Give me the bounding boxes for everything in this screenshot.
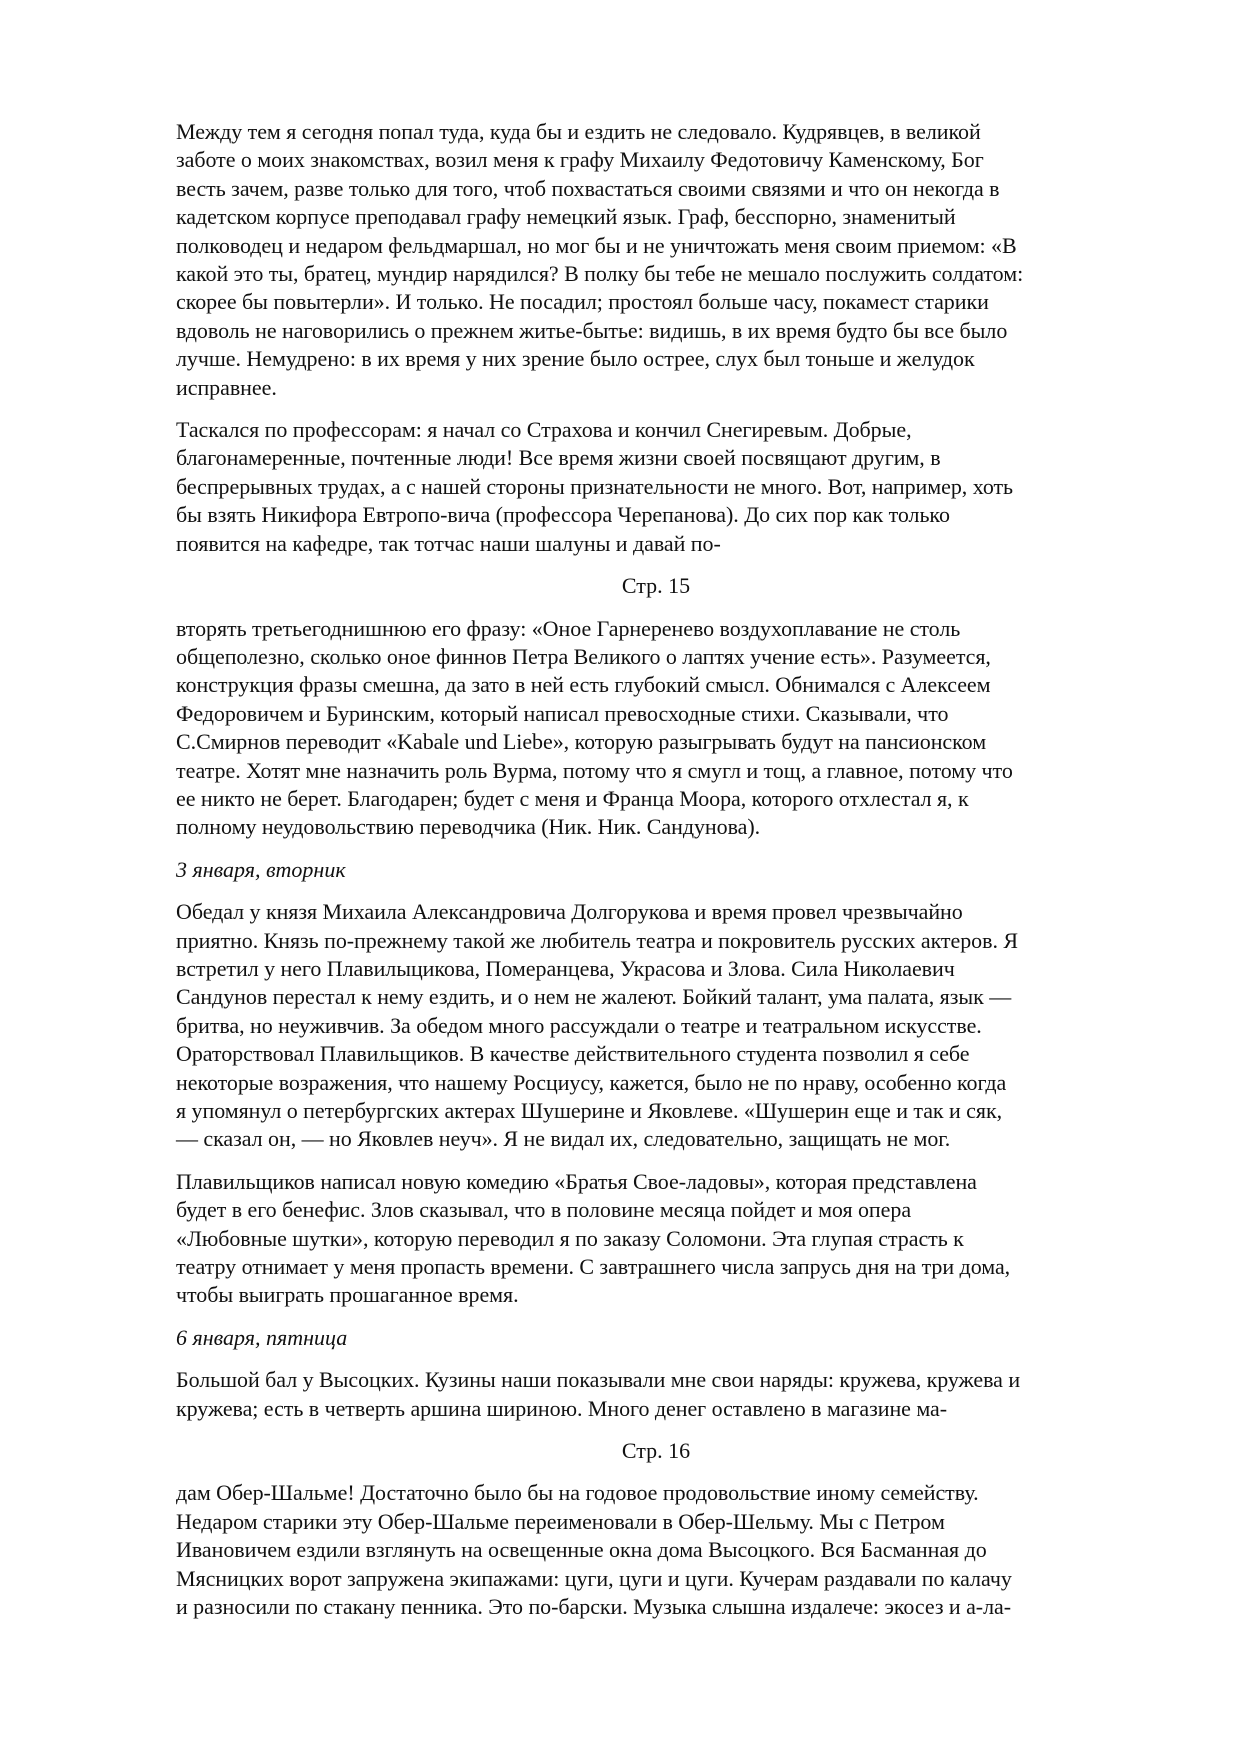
text-line: Ивановичем ездили взглянуть на освещенные окна дома Высоцкого. Вся Басманная до	[176, 1537, 987, 1563]
text-line: исправнее.	[176, 374, 277, 400]
text-line: беспрерывных трудах, а с нашей стороны признательности не много. Вот, например, хоть	[176, 473, 1014, 499]
text-line: Ораторствовал Плавильщиков. В качестве действительного студента позволил я себе	[176, 1041, 970, 1067]
page-number: Стр. 16	[621, 1438, 691, 1464]
text-line: и разносили по стакану пенника. Это по-барски. Музыка слышна издалече: экосез и а-ла-	[176, 1594, 1011, 1620]
text-line: «Любовные шутки», которую переводил я по заказу Соломони. Эта глупая страсть к	[176, 1225, 964, 1251]
text-line: полководец и недаром фельдмаршал, но мог бы и не уничтожать меня своим приемом: «В	[176, 232, 1017, 258]
text-line: Недаром старики эту Обер-Шальме переименовали в Обер-Шельму. Мы с Петром	[176, 1508, 945, 1534]
paragraph	[176, 1479, 1136, 1621]
text-line: бритва, но неуживчив. За обедом много рассуждали о театре и театральном искусстве.	[176, 1012, 982, 1038]
text-line: чтобы выиграть прошаганное время.	[176, 1282, 519, 1308]
text-line: — сказал он, — но Яковлев неуч». Я не видал их, следовательно, защищать не мог.	[176, 1126, 951, 1152]
text-line: кружева; есть в четверть аршина шириною. Много денег оставлено в магазине ма-	[176, 1395, 948, 1421]
text-line: появится на кафедре, так тотчас наши шалуны и давай по-	[176, 530, 721, 556]
text-line: Сандунов перестал к нему ездить, и о нем не жалеют. Бойкий талант, ума палата, язык —	[176, 984, 1012, 1010]
text-line: лучше. Немудрено: в их время у них зрение было острее, слух был тоньше и желудок	[176, 346, 975, 372]
text-line: Плавильщиков написал новую комедию «Братья Свое-ладовы», которая представлена	[176, 1168, 977, 1194]
text-line: вторять третьегоднишнюю его фразу: «Оное Гарнеренево воздухоплавание не столь	[176, 615, 961, 641]
paragraph	[176, 118, 1136, 402]
date-heading: 3 января, вторник	[176, 856, 346, 882]
text-line: какой это ты, братец, мундир нарядился? В полку бы тебе не мешало послужить солдатом:	[176, 261, 1024, 287]
text-line: дам Обер-Шальме! Достаточно было бы на годовое продовольствие иному семейству.	[176, 1480, 979, 1506]
text-line: Федоровичем и Буринским, который написал превосходные стихи. Сказывали, что	[176, 700, 949, 726]
text-line: весть зачем, разве только для того, чтоб похвастаться своими связями и что он некогда в	[176, 175, 1000, 201]
text-line: театру отнимает у меня пропасть времени. С завтрашнего числа запрусь дня на три дома,	[176, 1254, 1011, 1280]
text-line: кадетском корпусе преподавал графу немецкий язык. Граф, бесспорно, знаменитый	[176, 204, 956, 230]
text-line: встретил у него Плавилыцикова, Померанцева, Украсова и Злова. Сила Николаевич	[176, 955, 955, 981]
text-line: Большой бал у Высоцких. Кузины наши показывали мне свои наряды: кружева, кружева и	[176, 1367, 1021, 1393]
text-line: некоторые возражения, что нашему Росциусу, кажется, было не по нраву, особенно когда	[176, 1069, 1007, 1095]
paragraph	[176, 416, 1136, 558]
text-line: будет в его бенефис. Злов сказывал, что в половине месяца пойдет и моя опера	[176, 1197, 912, 1223]
text-line: заботе о моих знакомствах, возил меня к графу Михаилу Федотовичу Каменскому, Бог	[176, 147, 984, 173]
text-line: я упомянул о петербургских актерах Шушерине и Яковлеве. «Шушерин еще и так и сяк,	[176, 1098, 1003, 1123]
text-line: Между тем я сегодня попал туда, куда бы и ездить не следовало. Кудрявцев, в великой	[176, 119, 981, 144]
text-line: бы взять Никифора Евтропо-вича (профессора Черепанова). До сих пор как только	[176, 502, 950, 528]
text-line: С.Смирнов переводит «Kabale und Liebe», которую разыгрывать будут на пансионском	[176, 729, 987, 755]
date-heading: 6 января, пятница	[176, 1324, 348, 1350]
text-line: конструкция фразы смешна, да зато в ней есть глубокий смысл. Обнимался с Алексеем	[176, 672, 991, 698]
paragraph	[176, 1366, 1136, 1423]
text-line: Мясницких ворот запружена экипажами: цуги, цуги и цуги. Кучерам раздавали по калачу	[176, 1565, 1012, 1591]
paragraph	[176, 1168, 1136, 1310]
page-number: Стр. 15	[621, 573, 691, 599]
text-line: скорее бы повытерли». И только. Не посадил; простоял больше часу, покамест старики	[176, 289, 989, 315]
text-line: ее никто не берет. Благодарен; будет с меня и Франца Моора, которого отхлестал я, к	[176, 785, 969, 811]
paragraph	[176, 898, 1136, 1154]
text-line: вдоволь не наговорились о прежнем житье-бытье: видишь, в их время будто бы все было	[176, 317, 1008, 343]
text-line: Обедал у князя Михаила Александровича Долгорукова и время провел чрезвычайно	[176, 899, 963, 925]
text-line: полному неудовольствию переводчика (Ник. Ник. Сандунова).	[176, 814, 761, 840]
paragraph	[176, 615, 1136, 842]
text-line: благонамеренные, почтенные люди! Все время жизни своей посвящают другим, в	[176, 445, 941, 471]
text-line: театре. Хотят мне назначить роль Вурма, потому что я смугл и тощ, а главное, потому что	[176, 757, 1013, 783]
document-page	[176, 118, 1136, 1636]
text-line: общеполезно, сколько оное финнов Петра Великого о лаптях учение есть». Разумеется,	[176, 643, 991, 669]
text-line: Таскался по профессорам: я начал со Страхова и кончил Снегиревым. Добрые,	[176, 417, 912, 443]
text-line: приятно. Князь по-прежнему такой же любитель театра и покровитель русских актеров. Я	[176, 927, 1018, 953]
